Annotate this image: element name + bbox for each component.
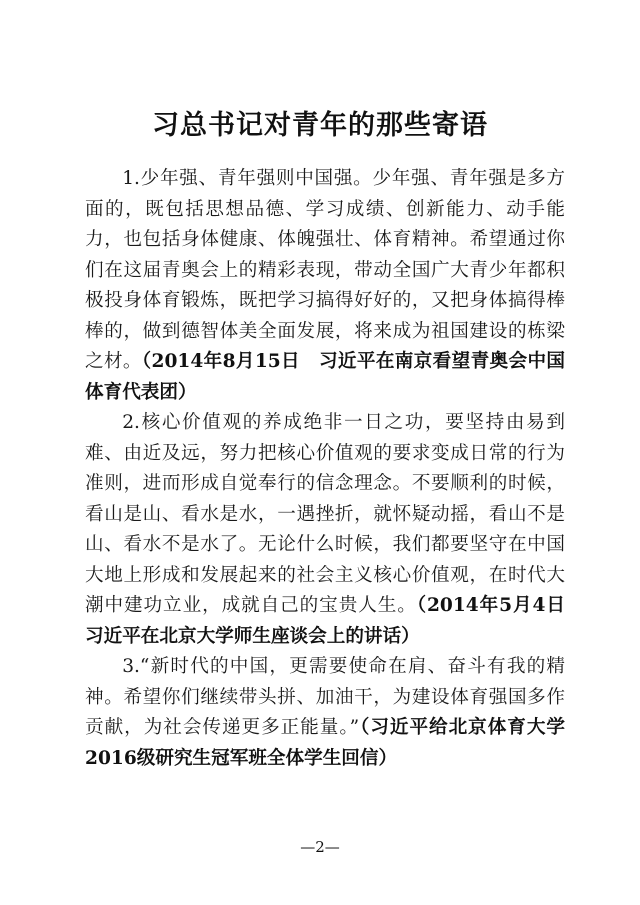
document-title: 习总书记对青年的那些寄语 <box>152 110 488 141</box>
paragraph-1 <box>85 164 565 408</box>
paragraph-1-text: 1.少年强、青年强则中国强。少年强、青年强是多方面的，既包括思想品德、学习成绩、创新能力、动手能力，也包括身体健康、体魄强壮、体育精神。希望通过你们在这届青奥会上的精彩表现，带动全国广大青少年都积极投身体育锻炼，既把学习搞得好好的，又把身体搞得棒棒的，做到德智体美全面发展，将来成为祖国建设的栋梁之材。 <box>85 168 565 372</box>
page-number: —2— <box>300 838 340 856</box>
paragraph-2-text: 2.核心价值观的养成绝非一日之功，要坚持由易到难、由近及远，努力把核心价值观的要求变成日常的行为准则，进而形成自觉奉行的信念理念。不要顺利的时候，看山是山、看水是水，一遇挫折，就怀疑动摇，看山不是山、看水不是水了。无论什么时候，我们都要坚守在中国大地上形成和发展起来的社会主义核心价值观，在时代大潮中建功立业，成就自己的宝贵人生。 <box>85 412 565 616</box>
paragraph-2-source: （2014年5月4日 习近平在北京大学师生座谈会上的讲话） <box>85 595 584 647</box>
paragraph-3-source: （习近平给北京体育大学2016级研究生冠军班全体学生回信） <box>85 717 565 769</box>
paragraph-3 <box>85 652 565 774</box>
paragraph-1-source: （2014年8月15日 习近平在南京看望青奥会中国体育代表团） <box>85 351 565 403</box>
paragraph-3-text: 3.“新时代的中国，更需要使命在肩、奋斗有我的精神。希望你们继续带头拼、加油干，为建设体育强国多作贡献，为社会传递更多正能量。” <box>85 656 565 738</box>
document-body <box>85 164 584 774</box>
paragraph-2 <box>85 408 584 652</box>
